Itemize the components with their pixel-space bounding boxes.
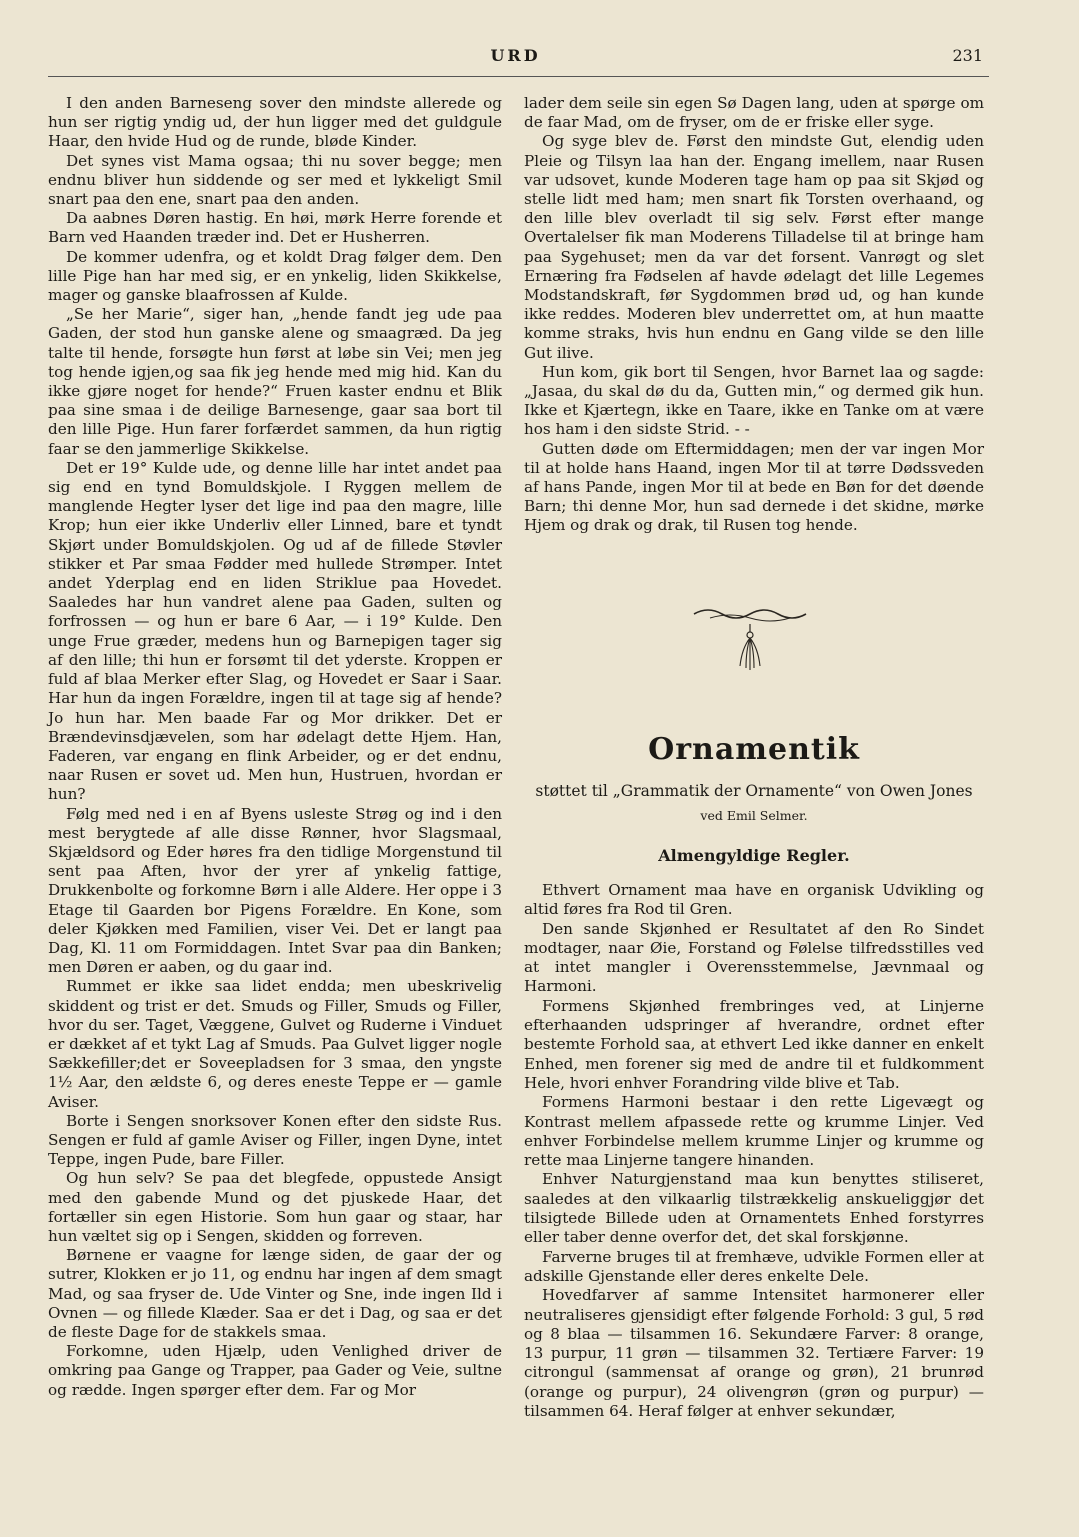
paragraph: lader dem seile sin egen Sø Dagen lang, uden at spørge om de faar Mad, om de fryser, om de er friske eller syge. [524, 94, 984, 132]
paragraph: Børnene er vaagne for længe siden, de gaar der og sutrer, Klokken er jo 11, og endnu har ingen af dem smagt Mad, og saa fryser de. Ude Vinter og Sne, inde ingen Ild i Ovnen — og fillede Klæder. Saa er det i Dag, og saa er det de fleste Dage for de stakkels smaa. [48, 1246, 502, 1341]
paragraph: Den sande Skjønhed er Resultatet af den Ro Sindet modtager, naar Øie, Forstand og Følelse tilfredsstilles ved at intet mangler i Overensstemmelse, Jævnmaal og Harmoni. [524, 919, 984, 996]
article-title: Ornamentik [648, 732, 860, 767]
header-rule [48, 76, 989, 77]
decorative-ornament-icon [690, 600, 810, 675]
paragraph: Borte i Sengen snorksover Konen efter den sidste Rus. Sengen er fuld af gamle Aviser og Filler, ingen Dyne, intet Teppe, ingen Pude, bare Filler. [48, 1111, 502, 1169]
paragraph: I den anden Barneseng sover den mindste allerede og hun ser rigtig yndig ud, der hun ligger med det guldgule Haar, den hvide Hud og de runde, bløde Kinder. [48, 94, 502, 151]
right-column-story [524, 94, 984, 536]
article-byline: ved Emil Selmer. [700, 808, 808, 823]
paragraph: Og hun selv? Se paa det blegfede, oppustede Ansigt med den gabende Mund og det pjuskede Haar, det fortæller sin egen Historie. Som hun gaar og staar, har hun væltet sig op i Sengen, skidden og forreven. [48, 1169, 502, 1245]
paragraph: Det er 19° Kulde ude, og denne lille har intet andet paa sig end en tynd Bomuldskjole. I Ryggen mellem de manglende Hegter lyser det lige ind paa den magre, lille Krop; hun eier ikke Underliv eller Linned, bare et tyndt Skjørt under Bomuldskjolen. Og ud af de fillede Støvler stikker et Par smaa Fødder med hullede Strømper. Intet andet Yderplag end en liden Striklue paa Hovedet. Saaledes har hun vandret alene paa Gaden, sulten og forfrossen — og hun er bare 6 Aar, — i 19° Kulde. Den unge Frue græder, medens hun og Barnepigen tager sig af den lille; thi hun er forsømt til det yderste. Kroppen er fuld af blaa Merker efter Slag, og Hovedet er Saar i Saar. Har hun da ingen Forældre, ingen til at tage sig af hende? Jo hun har. Men baade Far og Mor drikker. Det er Brændevinsdjævelen, som har ødelagt dette Hjem. Han, Faderen, var engang en flink Arbeider, og er det endnu, naar Rusen er sovet ud. Men hun, Hustruen, hvordan er hun? [48, 458, 502, 804]
paragraph: Det synes vist Mama ogsaa; thi nu sover begge; men endnu bliver hun siddende og ser med et lykkeligt Smil snart paa den ene, snart paa den anden. [48, 151, 502, 209]
paragraph: Forkomne, uden Hjælp, uden Venlighed driver de omkring paa Gange og Trapper, paa Gader og Veie, sultne og rædde. Ingen spørger efter dem. Far og Mor [48, 1342, 502, 1399]
page-number: 231 [952, 46, 983, 65]
paragraph: Gutten døde om Eftermiddagen; men der var ingen Mor til at holde hans Haand, ingen Mor til at tørre Dødssveden af hans Pande, ingen Mor til at bede en Bøn for det døende Barn; thi denne Mor, hun sad dernede i det skidne, mørke Hjem og drak og drak, til Rusen tog hende. [524, 439, 984, 535]
paragraph: Ethvert Ornament maa have en organisk Udvikling og altid føres fra Rod til Gren. [524, 881, 984, 919]
paragraph: Rummet er ikke saa lidet endda; men ubeskrivelig skiddent og trist er det. Smuds og Filler, Smuds og Filler, hvor du ser. Taget, Væggene, Gulvet og Ruderne i Vinduet er dækket af et tykt Lag af Smuds. Paa Gulvet ligger nogle Sækkefiller;det er Soveepladsen for 3 smaa, den yngste 1½ Aar, den ældste 6, og deres eneste Teppe er — gamle Aviser. [48, 977, 502, 1111]
paragraph: De kommer udenfra, og et koldt Drag følger dem. Den lille Pige han har med sig, er en ynkelig, liden Skikkelse, mager og ganske blaafrossen af Kulde. [48, 247, 502, 305]
paragraph: Farverne bruges til at fremhæve, udvikle Formen eller at adskille Gjenstande eller deres enkelte Dele. [524, 1247, 984, 1285]
journal-title: URD [490, 46, 541, 65]
paragraph: Og syge blev de. Først den mindste Gut, elendig uden Pleie og Tilsyn laa han der. Engang imellem, naar Rusen var udsovet, kunde Moderen tage ham op paa sit Skjød og stelle lidt med ham; men snart fik Torsten overhaand, og den lille blev overladt til sig selv. Først efter mange Overtalelser fik man Moderens Tilladelse til at bringe ham paa Sygehuset; men da var det forsent. Vanrøgt og slet Ernæring fra Fødselen af havde ødelagt det lille Legemes Modstandskraft, før Sygdommen brød ud, og han kunde ikke reddes. Moderen blev underrettet om, at hun maatte komme straks, hvis hun endnu en Gang vilde se den lille Gut ilive. [524, 132, 984, 362]
right-column-article [524, 881, 984, 1421]
paragraph: Hun kom, gik bort til Sengen, hvor Barnet laa og sagde: „Jasaa, du skal dø du da, Gutten min,“ og dermed gik hun. Ikke et Kjærtegn, ikke en Taare, ikke en Tanke om at være hos ham i den sidste Strid. - - [524, 362, 984, 439]
paragraph: „Se her Marie“, siger han, „hende fandt jeg ude paa Gaden, der stod hun ganske alene og smaagræd. Da jeg talte til hende, forsøgte hun først at løbe sin Vei; men jeg tog hende igjen,og saa fik jeg hende med mig hid. Kan du ikke gjøre noget for hende?“ Fruen kaster endnu et Blik paa sine smaa i de deilige Barnesenge, gaar saa bort til den lille Pige. Hun farer forfærdet sammen, da hun rigtig faar se den jammerlige Skikkelse. [48, 305, 502, 458]
paragraph: Da aabnes Døren hastig. En høi, mørk Herre forende et Barn ved Haanden træder ind. Det er Husherren. [48, 209, 502, 247]
left-column [48, 94, 502, 1400]
page-header [48, 46, 983, 76]
paragraph: Hovedfarver af samme Intensitet harmonerer eller neutraliseres gjensidigt efter følgende Forhold: 3 gul, 5 rød og 8 blaa — tilsammen 16. Sekundære Farver: 8 orange, 13 purpur, 11 grøn — tilsammen 32. Tertiære Farver: 19 citrongul (sammensat af orange og grøn), 21 brunrød (orange og purpur), 24 olivengrøn (grøn og purpur) — tilsammen 64. Heraf følger at enhver sekundær, [524, 1286, 984, 1421]
article-subtitle: støttet til „Grammatik der Ornamente“ von Owen Jones [535, 782, 973, 800]
section-heading: Almengyldige Regler. [658, 846, 850, 865]
paragraph: Følg med ned i en af Byens usleste Strøg og ind i den mest berygtede af alle disse Rønner, hvor Slagsmaal, Skjældsord og Eder høres fra den tidlige Morgenstund til sent paa Aften, hvor der yrer af ynkelig fattige, Drukkenbolte og forkomne Børn i alle Aldere. Her oppe i 3 Etage til Gaarden bor Pigens Forældre. En Kone, som deler Kjøkken med Familien, viser Vei. Det er langt paa Dag, Kl. 11 om Formiddagen. Intet Svar paa din Banken; men Døren er aaben, og du gaar ind. [48, 804, 502, 977]
paragraph: Enhver Naturgjenstand maa kun benyttes stiliseret, saaledes at den vilkaarlig tilstrækkelig anskueliggjør det tilsigtede Billede uden at Ornamentets Enhed forstyrres eller taber denne overfor det, det skal forskjønne. [524, 1170, 984, 1247]
paragraph: Formens Skjønhed frembringes ved, at Linjerne efterhaanden udspringer af hverandre, ordnet efter bestemte Forhold saa, at ethvert Led ikke danner en enkelt Enhed, men forener sig med de andre til et fuldkomment Hele, hvori enhver Forandring vilde blive et Tab. [524, 996, 984, 1092]
paragraph: Formens Harmoni bestaar i den rette Ligevægt og Kontrast mellem afpassede rette og krumme Linjer. Ved enhver Forbindelse mellem krumme Linjer og krumme og rette maa Linjerne tangere hinanden. [524, 1093, 984, 1170]
